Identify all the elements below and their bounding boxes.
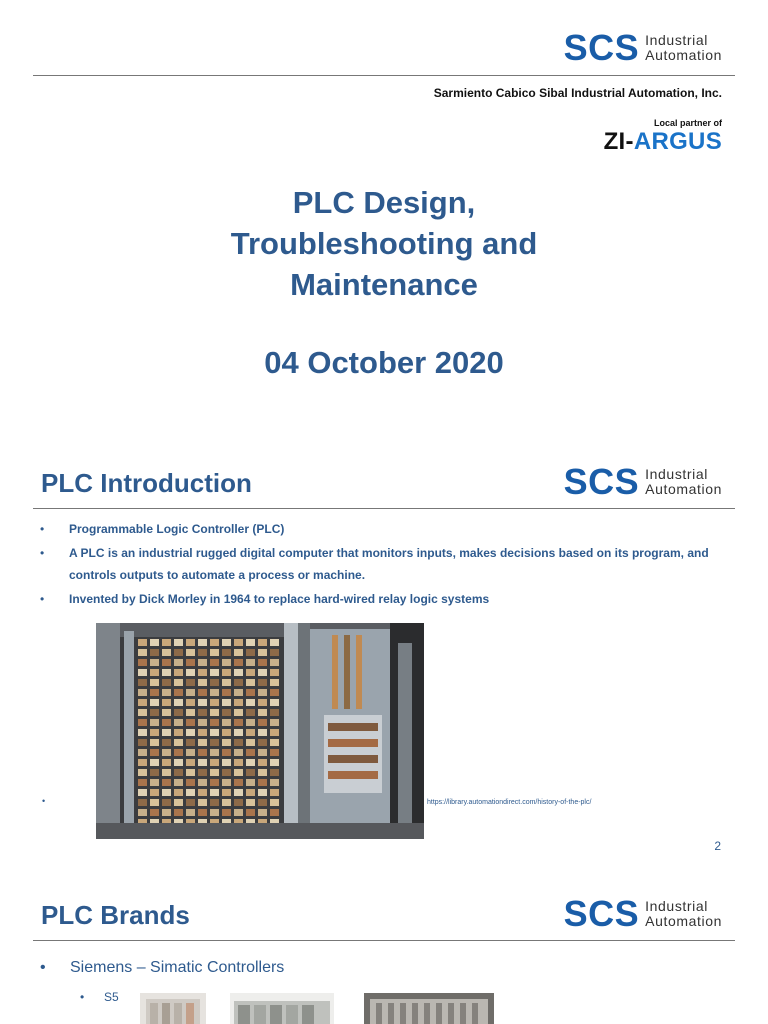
logo-line1: Industrial <box>645 466 708 482</box>
partner-prefix: ZI- <box>603 128 634 155</box>
logo-line2: Automation <box>645 481 722 497</box>
bullet-item: • Programmable Logic Controller (PLC) <box>40 518 724 540</box>
logo-line1: Industrial <box>645 32 708 48</box>
header-divider <box>33 75 735 76</box>
logo-subtitle <box>645 33 722 63</box>
logo-brand: SCS <box>563 893 640 934</box>
partner-name: ARGUS <box>633 128 722 155</box>
header-divider <box>33 508 735 509</box>
title-line-1: PLC Design, <box>292 185 476 220</box>
s5-controller-photo-2 <box>230 993 334 1024</box>
bullet-list <box>40 518 724 612</box>
relay-panel-image <box>96 623 424 839</box>
s5-controller-photo-3 <box>364 993 494 1024</box>
sub-bullet: • S5 <box>80 990 119 1004</box>
slide-title: PLC Brands <box>41 900 190 930</box>
s5-controller-photo-1 <box>140 993 206 1024</box>
bullet-item: • Invented by Dick Morley in 1964 to replace hard-wired relay logic systems <box>40 588 724 610</box>
logo-line1: Industrial <box>645 898 708 914</box>
brands-slide <box>0 876 768 1024</box>
bullet-item: • A PLC is an industrial rugged digital computer that monitors inputs, makes decisions based on its program, and controls outputs to automate a process or machine. <box>40 542 724 586</box>
logo-brand: SCS <box>563 461 640 502</box>
image-bullet: • <box>42 796 46 806</box>
scs-logo <box>563 461 722 502</box>
slide-title: PLC Introduction <box>41 468 252 498</box>
logo-subtitle <box>645 899 722 929</box>
presentation-date: 04 October 2020 <box>264 345 504 380</box>
company-name: Sarmiento Cabico Sibal Industrial Automation, Inc. <box>433 86 722 100</box>
title-slide <box>0 0 768 430</box>
relay-panel-photo <box>96 623 424 839</box>
presentation-title <box>0 182 768 305</box>
sub-bullet-text: S5 <box>104 990 119 1004</box>
header-divider <box>33 940 735 941</box>
brand-bullet-text: Siemens – Simatic Controllers <box>70 959 285 976</box>
partner-label: Local partner of <box>653 118 722 128</box>
zi-argus-logo <box>604 130 722 154</box>
title-line-2: Troubleshooting and <box>230 226 538 261</box>
logo-line2: Automation <box>645 913 722 929</box>
logo-brand: SCS <box>563 27 640 68</box>
page-number: 2 <box>714 839 721 853</box>
logo-line2: Automation <box>645 47 722 63</box>
image-source-link[interactable]: https://library.automationdirect.com/history-of-the-plc/ <box>427 799 592 806</box>
logo-subtitle <box>645 467 722 497</box>
scs-logo <box>563 27 722 68</box>
scs-logo <box>563 893 722 934</box>
intro-slide <box>0 444 768 864</box>
title-line-3: Maintenance <box>290 267 478 302</box>
brand-bullet: • Siemens – Simatic Controllers <box>40 959 285 976</box>
